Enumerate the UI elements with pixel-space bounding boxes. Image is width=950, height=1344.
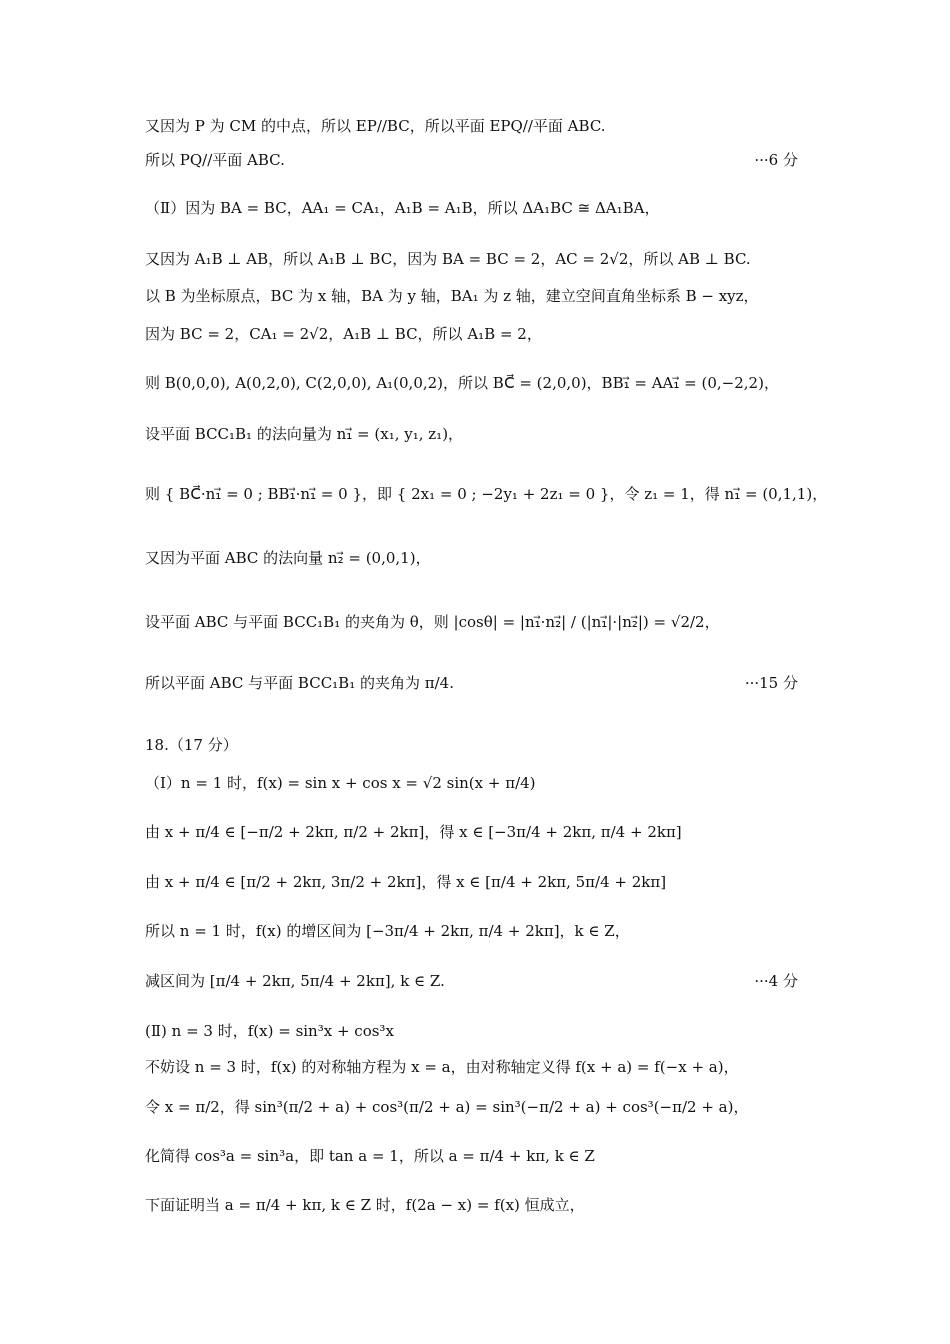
text-line: 则 { BC⃗·n₁⃗ = 0 ; BB₁⃗·n₁⃗ = 0 }，即 { 2x₁ = 0 ; −2y₁ + 2z₁ = 0 }，令 z₁ = 1，得 n₁⃗ = (0,1,1)， <box>145 485 828 503</box>
score-marker: ···4 分 <box>754 972 798 990</box>
text-line: 不妨设 n = 3 时，f(x) 的对称轴方程为 x = a，由对称轴定义得 f(x + a) = f(−x + a)， <box>145 1058 739 1076</box>
text-line: 又因为 A₁B ⊥ AB，所以 A₁B ⊥ BC，因为 BA = BC = 2，AC = 2√2，所以 AB ⊥ BC. <box>145 250 751 268</box>
text-line: (Ⅱ) n = 3 时，f(x) = sin³x + cos³x <box>145 1022 394 1040</box>
text-line: 化简得 cos³a = sin³a，即 tan a = 1，所以 a = π/4 + kπ, k ∈ Z <box>145 1147 595 1165</box>
score-marker: ···6 分 <box>754 151 798 169</box>
text-line: （Ⅰ）n = 1 时，f(x) = sin x + cos x = √2 sin(x + π/4) <box>145 774 536 792</box>
text-line: 又因为平面 ABC 的法向量 n₂⃗ = (0,0,1)， <box>145 549 431 567</box>
text-line: 减区间为 [π/4 + 2kπ, 5π/4 + 2kπ], k ∈ Z. <box>145 972 445 990</box>
text-line: 令 x = π/2，得 sin³(π/2 + a) + cos³(π/2 + a) = sin³(−π/2 + a) + cos³(−π/2 + a)， <box>145 1098 749 1116</box>
text-line: 设平面 ABC 与平面 BCC₁B₁ 的夹角为 θ，则 |cosθ| = |n₁⃗·n₂⃗| / (|n₁⃗|·|n₂⃗|) = √2/2， <box>145 613 720 631</box>
text-line: 所以平面 ABC 与平面 BCC₁B₁ 的夹角为 π/4. <box>145 674 454 692</box>
text-line: 所以 PQ//平面 ABC. <box>145 151 285 169</box>
score-marker: ···15 分 <box>744 674 798 692</box>
text-line: 则 B(0,0,0), A(0,2,0), C(2,0,0), A₁(0,0,2)，所以 BC⃗ = (2,0,0)，BB₁⃗ = AA₁⃗ = (0,−2,2)， <box>145 374 779 392</box>
text-line: 由 x + π/4 ∈ [−π/2 + 2kπ, π/2 + 2kπ]，得 x ∈ [−3π/4 + 2kπ, π/4 + 2kπ] <box>145 823 682 841</box>
text-line: （Ⅱ）因为 BA = BC，AA₁ = CA₁，A₁B = A₁B，所以 ΔA₁BC ≅ ΔA₁BA， <box>145 199 660 217</box>
text-line: 又因为 P 为 CM 的中点，所以 EP//BC，所以平面 EPQ//平面 ABC. <box>145 117 606 135</box>
text-line: 所以 n = 1 时，f(x) 的增区间为 [−3π/4 + 2kπ, π/4 + 2kπ]，k ∈ Z， <box>145 922 630 940</box>
text-line: 18.（17 分） <box>145 736 238 754</box>
text-line: 因为 BC = 2，CA₁ = 2√2，A₁B ⊥ BC，所以 A₁B = 2， <box>145 325 542 343</box>
text-line: 由 x + π/4 ∈ [π/2 + 2kπ, 3π/2 + 2kπ]，得 x ∈ [π/4 + 2kπ, 5π/4 + 2kπ] <box>145 873 667 891</box>
text-line: 以 B 为坐标原点，BC 为 x 轴，BA 为 y 轴，BA₁ 为 z 轴，建立空间直角坐标系 B − xyz， <box>145 287 759 305</box>
text-line: 设平面 BCC₁B₁ 的法向量为 n₁⃗ = (x₁, y₁, z₁)， <box>145 425 464 443</box>
text-line: 下面证明当 a = π/4 + kπ, k ∈ Z 时，f(2a − x) = f(x) 恒成立， <box>145 1196 585 1214</box>
